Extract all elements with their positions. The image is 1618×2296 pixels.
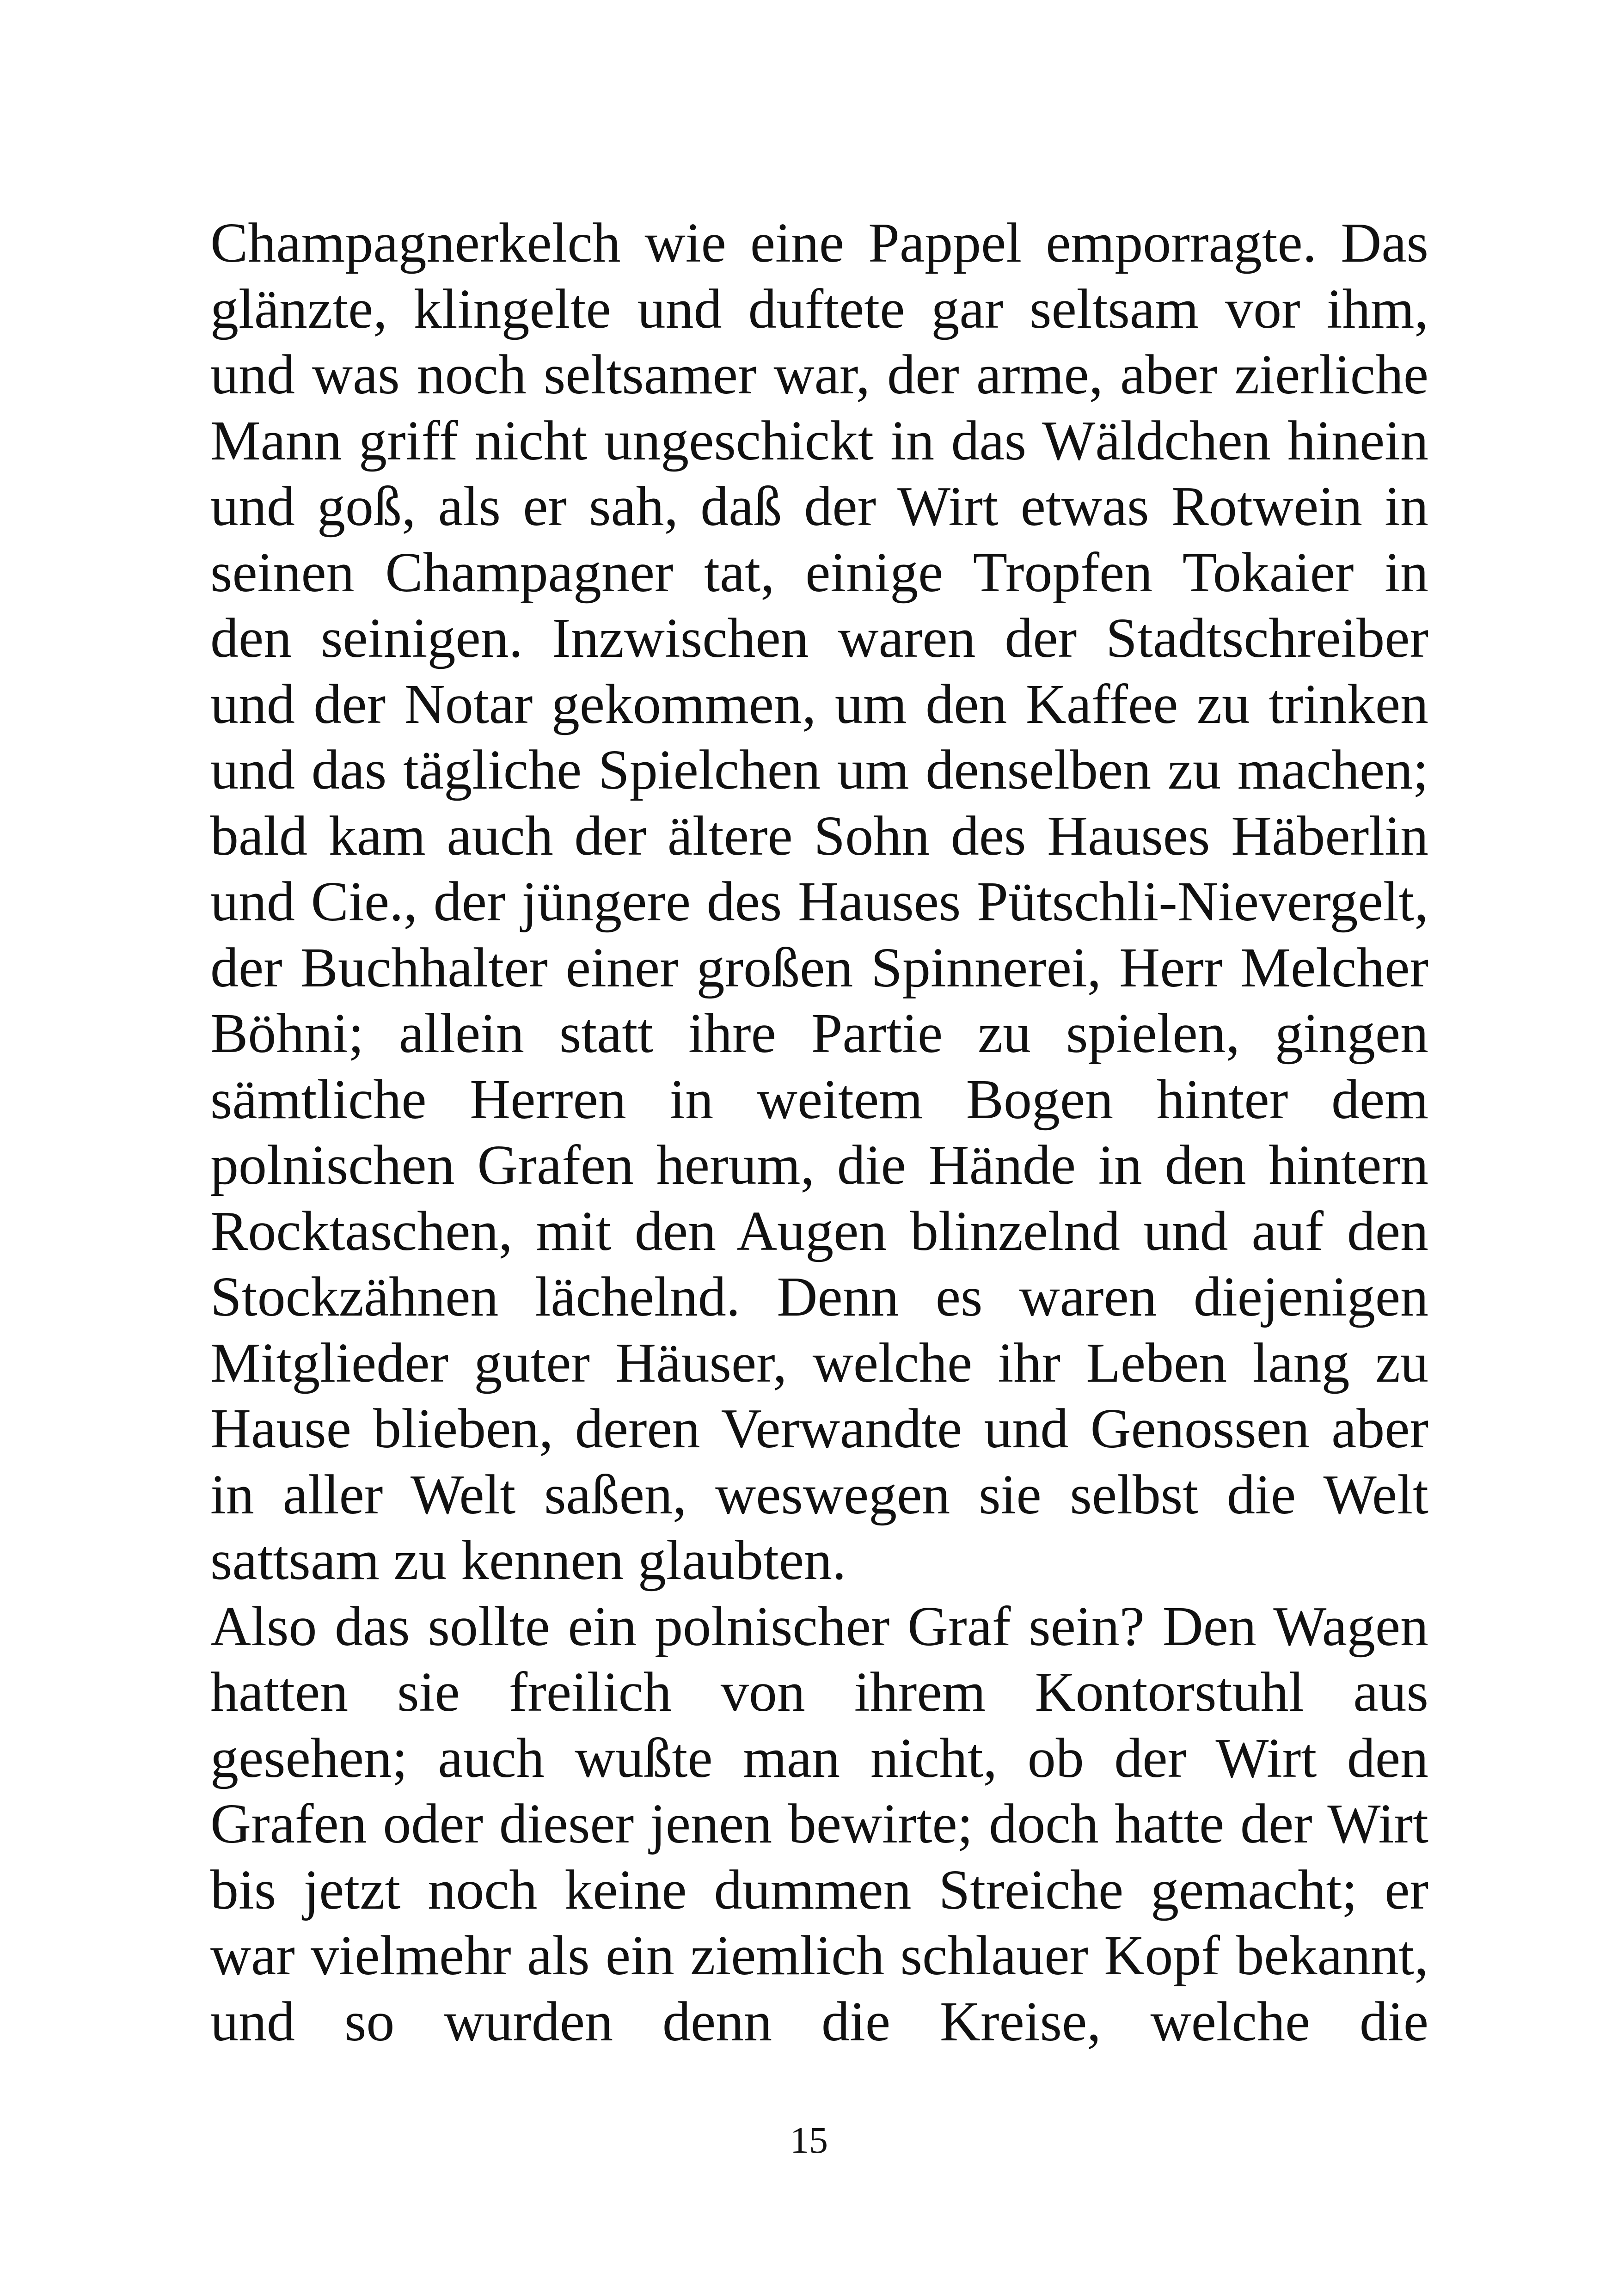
paragraph-end-line: sattsam zu kennen glaubten.	[210, 1529, 846, 1592]
text-line: gesehen; auch wußte man nicht, ob der Wirt den	[210, 1727, 1428, 1789]
text-line: den seinigen. Inzwischen waren der Stadtschreiber	[210, 607, 1428, 669]
text-line: in aller Welt saßen, weswegen sie selbst die Welt	[210, 1463, 1428, 1526]
text-line: sämtliche Herren in weitem Bogen hinter dem	[210, 1068, 1428, 1131]
text-line: und das tägliche Spielchen um denselben zu machen;	[210, 739, 1428, 801]
text-line: Grafen oder dieser jenen bewirte; doch hatte der Wirt	[210, 1793, 1428, 1855]
text-line: und so wurden denn die Kreise, welche die	[210, 1990, 1428, 2053]
text-line: Rocktaschen, mit den Augen blinzelnd und auf den	[210, 1200, 1428, 1262]
text-line: und was noch seltsamer war, der arme, aber zierliche	[210, 343, 1428, 406]
text-line: und goß, als er sah, daß der Wirt etwas Rotwein in	[210, 475, 1428, 538]
text-line: bald kam auch der ältere Sohn des Hauses Häberlin	[210, 804, 1428, 867]
text-line: Böhni; allein statt ihre Partie zu spielen, gingen	[210, 1002, 1428, 1065]
text-line: Mitglieder guter Häuser, welche ihr Leben lang zu	[210, 1331, 1428, 1394]
text-line: Hause blieben, deren Verwandte und Genossen aber	[210, 1397, 1428, 1460]
paragraph-start-line: Also das sollte ein polnischer Graf sein? Den Wagen	[210, 1595, 1428, 1658]
text-line: Stockzähnen lächelnd. Denn es waren diejenigen	[210, 1266, 1428, 1328]
text-line: seinen Champagner tat, einige Tropfen Tokaier in	[210, 541, 1428, 604]
text-line: hatten sie freilich von ihrem Kontorstuhl aus	[210, 1661, 1428, 1723]
text-line: polnischen Grafen herum, die Hände in den hintern	[210, 1134, 1428, 1196]
text-line: Mann griff nicht ungeschickt in das Wäldchen hinein	[210, 409, 1428, 472]
page-number: 15	[790, 2119, 828, 2161]
text-line: Champagnerkelch wie eine Pappel emporragte. Das	[210, 212, 1428, 274]
text-line: glänzte, klingelte und duftete gar seltsam vor ihm,	[210, 277, 1428, 340]
text-line: und der Notar gekommen, um den Kaffee zu trinken	[210, 673, 1428, 735]
text-line: der Buchhalter einer großen Spinnerei, Herr Melcher	[210, 936, 1428, 999]
text-line: war vielmehr als ein ziemlich schlauer Kopf bekannt,	[210, 1924, 1428, 1987]
body-text	[210, 210, 1428, 2055]
text-line: bis jetzt noch keine dummen Streiche gemacht; er	[210, 1858, 1428, 1921]
text-line: und Cie., der jüngere des Hauses Pütschli-Nievergelt,	[210, 870, 1428, 933]
